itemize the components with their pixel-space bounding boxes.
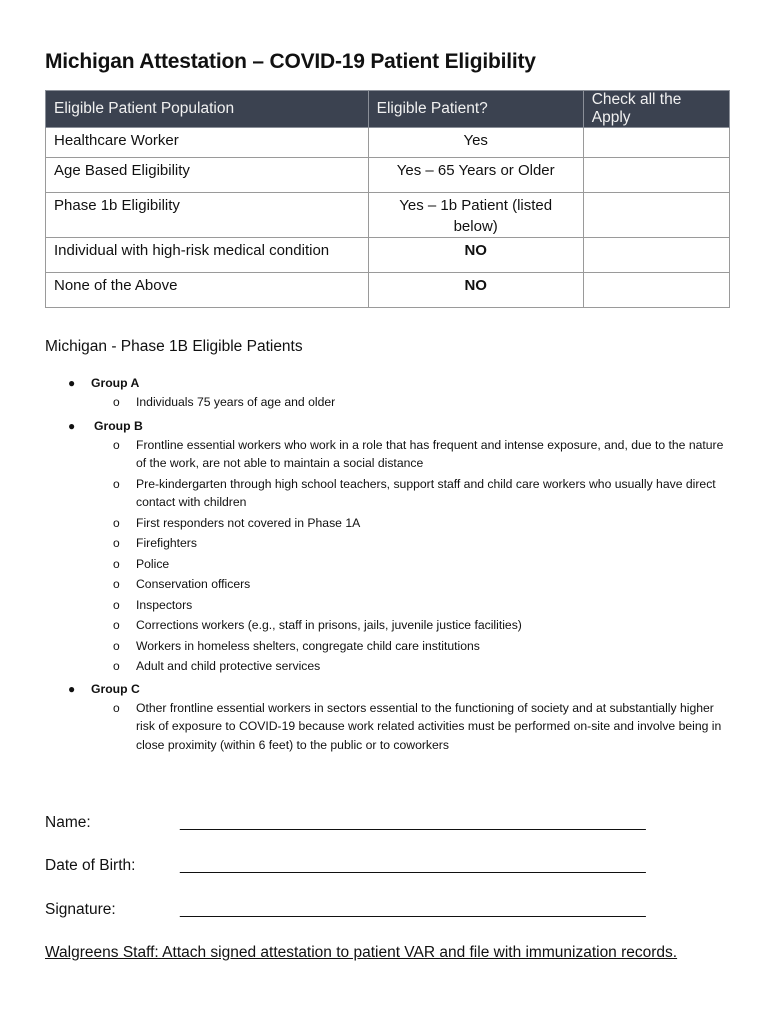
header-population: Eligible Patient Population [46, 91, 369, 128]
circle-bullet-icon: o [113, 618, 120, 632]
list-item: o Other frontline essential workers in sectors essential to the functioning of society and at substantially higher risk of exposure to COVID-19 because work related activities must be performed on-site and involve being in close proximity (within 6 feet) to the public or to coworkers [113, 700, 722, 752]
name-blank-line[interactable]: __________________________________________________________ [180, 814, 646, 831]
list-item: o Conservation officers [68, 575, 728, 594]
dob-field [45, 857, 646, 875]
population-cell: Healthcare Worker [46, 128, 369, 158]
list-item: o Adult and child protective services [68, 657, 728, 676]
check-cell[interactable] [583, 128, 729, 158]
dob-blank-line[interactable]: __________________________________________________________ [180, 857, 646, 874]
staff-instruction: Walgreens Staff: Attach signed attestation to patient VAR and file with immunization records. [45, 944, 678, 961]
header-eligible: Eligible Patient? [368, 91, 583, 128]
check-cell[interactable] [583, 158, 729, 193]
circle-bullet-icon: o [113, 395, 120, 409]
eligible-cell: NO [368, 273, 583, 308]
table-row [46, 158, 730, 193]
group-label: Group C [91, 681, 140, 696]
circle-bullet-icon: o [113, 638, 120, 653]
eligible-cell: Yes – 65 Years or Older [368, 158, 583, 193]
eligible-cell: Yes [368, 128, 583, 158]
circle-bullet-icon: o [113, 556, 120, 571]
table-row [46, 273, 730, 308]
check-cell[interactable] [583, 273, 729, 308]
group-c [68, 680, 728, 755]
name-label: Name: [45, 814, 91, 831]
bullet-icon: ● [68, 681, 76, 696]
list-item: o Individuals 75 years of age and older [68, 393, 728, 412]
signature-blank-line[interactable]: __________________________________________________________ [180, 901, 646, 918]
population-cell: Age Based Eligibility [46, 158, 369, 193]
circle-bullet-icon: o [113, 536, 120, 550]
population-cell: Phase 1b Eligibility [46, 193, 369, 238]
list-item: o Frontline essential workers who work in a role that has frequent and intense exposure, and, due to the nature of the work, are not able to maintain a social distance [113, 437, 724, 470]
circle-bullet-icon: o [113, 597, 120, 612]
eligibility-table [45, 90, 730, 308]
check-cell[interactable] [583, 193, 729, 238]
table-row [46, 193, 730, 238]
group-label: Group B [94, 418, 143, 433]
list-item: o Inspectors [68, 596, 728, 615]
circle-bullet-icon: o [113, 476, 120, 491]
group-label: Group A [91, 376, 140, 390]
population-cell: Individual with high-risk medical condition [46, 238, 369, 273]
check-cell[interactable] [583, 238, 729, 273]
eligible-cell: Yes – 1b Patient (listed below) [368, 193, 583, 238]
groups-list [68, 374, 728, 754]
circle-bullet-icon: o [113, 700, 120, 715]
list-item: o Corrections workers (e.g., staff in prisons, jails, juvenile justice facilities) [68, 616, 728, 635]
circle-bullet-icon: o [113, 437, 120, 452]
eligible-cell: NO [368, 238, 583, 273]
circle-bullet-icon: o [113, 515, 120, 530]
page-title: Michigan Attestation – COVID-19 Patient Eligibility [45, 50, 536, 73]
population-cell: None of the Above [46, 273, 369, 308]
table-row [46, 238, 730, 273]
table-header-row [46, 91, 730, 128]
table-row [46, 128, 730, 158]
circle-bullet-icon: o [113, 577, 120, 591]
list-item: o Police [68, 555, 728, 574]
list-item: o Pre-kindergarten through high school teachers, support staff and child care workers who usually have direct contact with children [113, 476, 716, 509]
header-check: Check all the Apply [583, 91, 729, 128]
signature-field [45, 901, 646, 919]
list-item: o First responders not covered in Phase 1A [68, 514, 728, 533]
group-b [68, 417, 728, 676]
signature-label: Signature: [45, 901, 116, 918]
list-item: o Firefighters [68, 534, 728, 553]
phase-1b-heading: Michigan - Phase 1B Eligible Patients [45, 338, 303, 355]
bullet-icon: ● [68, 376, 76, 390]
list-item: o Workers in homeless shelters, congregate child care institutions [68, 637, 728, 656]
group-a [68, 374, 728, 412]
bullet-icon: ● [68, 418, 76, 433]
dob-label: Date of Birth: [45, 857, 136, 874]
name-field [45, 814, 646, 832]
circle-bullet-icon: o [113, 659, 120, 673]
